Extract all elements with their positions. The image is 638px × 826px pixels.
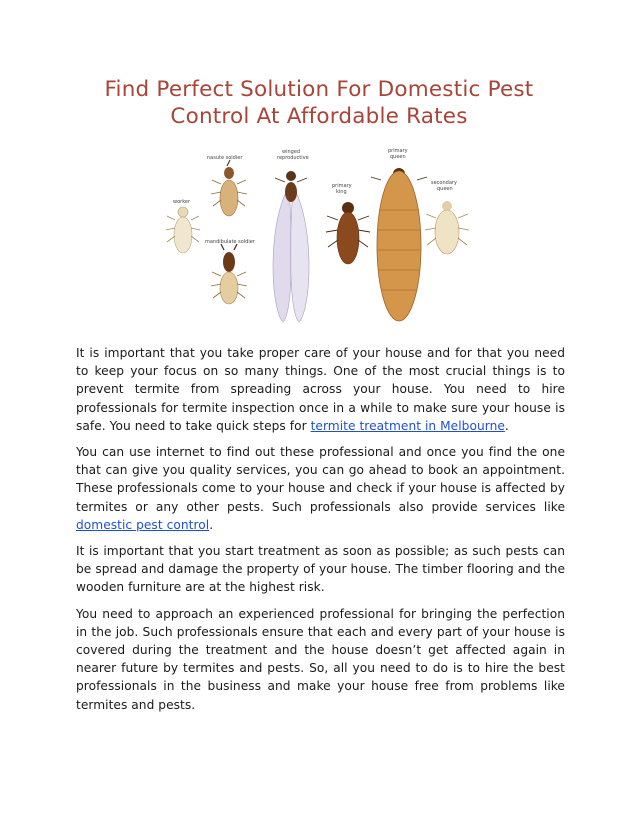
article-body xyxy=(76,344,565,722)
termite-treatment-link[interactable]: termite treatment in Melbourne xyxy=(310,418,505,433)
termite-castes-svg xyxy=(155,140,485,330)
label-king-1: primary xyxy=(332,183,352,189)
label-queen-2: queen xyxy=(390,154,406,160)
paragraph-3: It is important that you start treatment as soon as possible; as such pests can be spread and damage the property of your house. The timber flooring and the wooden furniture are at the highest risk. xyxy=(76,544,565,595)
page-title xyxy=(60,76,578,130)
paragraph-2-text: You can use internet to find out these professional and once you find the one that can give you quality services, you can go ahead to book an appointment. These professionals come to your house and check if your house is affected by termites or any other pests. Such professionals also provide services like xyxy=(76,445,565,514)
label-king-2: king xyxy=(336,189,347,195)
label-nasute-soldier: nasute soldier xyxy=(207,155,243,161)
paragraph-2-end: . xyxy=(209,517,214,532)
nasute-soldier-termite xyxy=(207,155,247,216)
title-line-2: Control At Affordable Rates xyxy=(170,104,468,129)
paragraph-1 xyxy=(76,344,565,435)
primary-king-termite xyxy=(326,183,370,264)
label-secondary-queen-1: secondary xyxy=(431,180,457,186)
secondary-queen-termite xyxy=(425,180,469,254)
paragraph-1-end: . xyxy=(504,418,509,433)
paragraph-1-text: It is important that you take proper care of your house and for that you need to keep your focus on so many things. One of the most crucial things is to prevent termite from spreading across your house. You need to hire professionals for termite inspection once in a while to make sure your house is safe. You need to take quick steps for xyxy=(76,346,565,433)
label-secondary-queen-2: queen xyxy=(437,186,453,192)
worker-termite xyxy=(166,199,200,253)
label-winged-2: reproductive xyxy=(277,155,309,161)
termite-castes-illustration xyxy=(155,140,485,330)
label-queen-1: primary xyxy=(388,148,408,154)
label-winged-1: winged xyxy=(282,149,301,155)
mandibulate-soldier-termite xyxy=(205,239,256,304)
paragraph-4: You need to approach an experienced professional for bringing the perfection in the job. Such professionals ensure that each and every part of your house is covered during the treatment and the house doesn’t get affected again in nearer future by termites and pests. So, all you need to do is to hire the best professionals in the business and make your house free from problems like termites and pests. xyxy=(76,606,565,712)
label-worker: worker xyxy=(173,199,191,205)
domestic-pest-control-link[interactable]: domestic pest control xyxy=(76,517,210,532)
primary-queen-termite xyxy=(371,148,427,321)
label-mandibulate-soldier: mandibulate soldier xyxy=(205,239,255,245)
paragraph-2 xyxy=(76,443,565,534)
winged-reproductive-termite xyxy=(273,149,309,322)
title-line-1: Find Perfect Solution For Domestic Pest xyxy=(104,77,534,102)
